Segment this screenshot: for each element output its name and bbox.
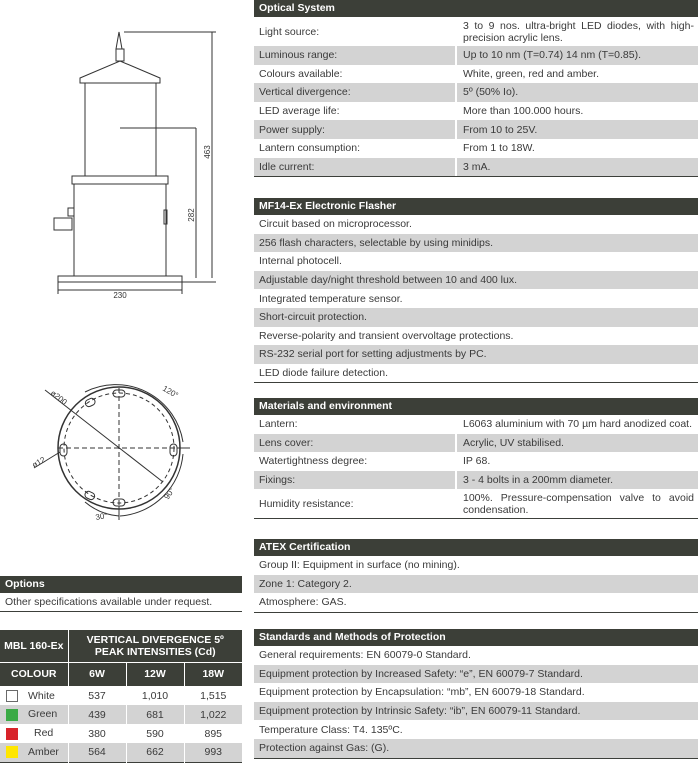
colour-header: COLOUR <box>0 662 68 686</box>
spec-value: Up to 10 nm (T=0.74) 14 nm (T=0.85). <box>455 46 698 65</box>
colour-name: White <box>28 689 55 702</box>
spec-value: 3 to 9 nos. ultra-bright LED diodes, with high-precision acrylic lens. <box>455 17 698 46</box>
colour-swatch <box>6 746 18 758</box>
intensity-value: 537 <box>68 686 126 705</box>
options-table <box>0 576 242 612</box>
spec-label: Lantern: <box>259 418 298 431</box>
spec-value: From 10 to 25V. <box>455 120 698 139</box>
feature-text: 256 flash characters, selectable by using minidips. <box>259 236 494 249</box>
power-header: 18W <box>184 662 242 686</box>
spec-label: Light source: <box>259 25 320 38</box>
spec-label: LED average life: <box>259 105 340 118</box>
intensity-value: 439 <box>68 705 126 724</box>
lantern-top-view-drawing <box>20 370 220 530</box>
electronic-flasher-table <box>254 198 698 383</box>
section-title: ATEX Certification <box>254 539 698 556</box>
feature-row <box>254 665 698 684</box>
antenna-tip <box>116 32 122 49</box>
feature-text: Equipment protection by Increased Safety: “e”, EN 60079-7 Standard. <box>259 667 583 680</box>
spec-label: Humidity resistance: <box>259 497 354 510</box>
feature-text: General requirements: EN 60079-0 Standard. <box>259 649 471 662</box>
spec-label: Idle current: <box>259 160 315 173</box>
spec-row <box>254 415 698 434</box>
optical-system-table <box>254 0 698 177</box>
colour-name: Amber <box>28 746 59 759</box>
options-text: Other specifications available under request. <box>5 596 213 608</box>
spec-row <box>254 65 698 84</box>
feature-row <box>254 646 698 665</box>
spec-value: Acrylic, UV stabilised. <box>455 434 698 453</box>
feature-row <box>254 308 698 327</box>
colour-swatch <box>6 690 18 702</box>
feature-row <box>254 364 698 383</box>
antenna-base <box>116 49 124 61</box>
colour-swatch <box>6 709 18 721</box>
feature-text: Integrated temperature sensor. <box>259 292 403 305</box>
dim-hole: ø12 <box>30 455 47 470</box>
materials-environment-table <box>254 398 698 519</box>
roof <box>80 61 160 83</box>
spec-label: Fixings: <box>259 474 296 487</box>
lantern-side-view-drawing <box>40 20 240 300</box>
intensity-value: 564 <box>68 743 126 762</box>
colour-name: Red <box>34 727 54 740</box>
feature-text: Internal photocell. <box>259 255 342 268</box>
feature-row <box>254 593 698 612</box>
spec-row <box>254 471 698 490</box>
colour-cell <box>0 705 68 724</box>
intensity-value: 1,022 <box>184 705 242 724</box>
feature-text: Zone 1: Category 2. <box>259 577 352 590</box>
feature-text: Reverse-polarity and transient overvoltage protections. <box>259 329 514 342</box>
spec-value: 3 mA. <box>455 158 698 177</box>
intensity-value: 895 <box>204 727 223 740</box>
table-row <box>0 724 242 743</box>
feature-text: Atmosphere: GAS. <box>259 596 347 609</box>
feature-row <box>254 556 698 575</box>
feature-row <box>254 720 698 739</box>
spec-label: Colours available: <box>259 67 343 80</box>
feature-row <box>254 234 698 253</box>
peak-intensities-table <box>0 630 242 763</box>
feature-row <box>254 683 698 702</box>
section-title: MF14-Ex Electronic Flasher <box>254 198 698 215</box>
spec-value: More than 100.000 hours. <box>455 102 698 121</box>
intensity-value: 1,010 <box>126 686 184 705</box>
spec-label: Power supply: <box>259 123 325 136</box>
feature-text: LED diode failure detection. <box>259 367 388 380</box>
feature-row <box>254 252 698 271</box>
base-plate <box>58 276 182 282</box>
body <box>74 184 166 276</box>
spec-label: Luminous range: <box>259 49 338 62</box>
feature-row <box>254 271 698 290</box>
feature-row <box>254 345 698 364</box>
section-title: Optical System <box>254 0 698 17</box>
spec-row <box>254 83 698 102</box>
feature-row <box>254 215 698 234</box>
feature-text: Short-circuit protection. <box>259 311 367 324</box>
model-header: MBL 160-Ex <box>0 630 68 662</box>
spec-row <box>254 139 698 158</box>
spec-value: 3 - 4 bolts in a 200mm diameter. <box>455 471 698 490</box>
angle-arc-90 <box>120 454 183 516</box>
colour-name: Green <box>28 708 58 721</box>
dim-body-height: 282 <box>187 208 196 222</box>
feature-row <box>254 702 698 721</box>
spec-value: White, green, red and amber. <box>455 65 698 84</box>
feature-row <box>254 575 698 594</box>
spec-value: 100%. Pressure-compensation valve to avoid condensation. <box>455 489 698 518</box>
angle-30: 30° <box>94 511 109 522</box>
section-title: Options <box>0 576 242 593</box>
angle-90: 90° <box>162 486 177 502</box>
spec-row <box>254 46 698 65</box>
table-row <box>0 705 242 724</box>
spec-row <box>254 434 698 453</box>
feature-text: Equipment protection by Encapsulation: “mb”, EN 60079-18 Standard. <box>259 686 585 699</box>
spec-row <box>254 17 698 46</box>
intensity-value: 1,515 <box>200 689 227 702</box>
spec-row <box>254 102 698 121</box>
group-header-line1: VERTICAL DIVERGENCE 5º <box>86 633 224 646</box>
spec-label: Watertightness degree: <box>259 455 368 468</box>
section-title: Standards and Methods of Protection <box>254 629 698 646</box>
spec-label: Lens cover: <box>259 436 314 449</box>
standards-protection-table <box>254 629 698 759</box>
feature-text: Adjustable day/night threshold between 10 and 400 lux. <box>259 274 518 287</box>
spec-row <box>254 452 698 471</box>
group-header-line2: PEAK INTENSITIES (Cd) <box>94 645 216 658</box>
cable-gland <box>54 218 72 230</box>
colour-cell <box>0 724 68 743</box>
spec-row <box>254 158 698 177</box>
colour-cell <box>0 686 68 705</box>
spec-value: IP 68. <box>455 452 698 471</box>
spec-value: L6063 aluminium with 70 µm hard anodized coat. <box>455 415 698 434</box>
atex-certification-table <box>254 539 698 613</box>
dim-width: 230 <box>113 291 127 300</box>
feature-text: Circuit based on microprocessor. <box>259 218 412 231</box>
power-header: 12W <box>126 662 184 686</box>
colour-cell <box>0 743 68 762</box>
intensity-value: 380 <box>68 724 126 743</box>
feature-text: RS-232 serial port for setting adjustments by PC. <box>259 348 487 361</box>
spec-row <box>254 120 698 139</box>
group-header <box>68 630 242 662</box>
feature-row <box>254 289 698 308</box>
feature-text: Equipment protection by Intrinsic Safety: “ib”, EN 60079-11 Standard. <box>259 705 581 718</box>
dim-diameter: ø200 <box>48 388 69 407</box>
colour-swatch <box>6 728 18 740</box>
intensity-value: 590 <box>126 724 184 743</box>
lens-cylinder <box>85 83 156 176</box>
spec-value: From 1 to 18W. <box>455 139 698 158</box>
intensity-value: 662 <box>126 743 184 762</box>
feature-row <box>254 327 698 346</box>
spec-label: Vertical divergence: <box>259 86 351 99</box>
intensity-value: 993 <box>184 743 242 762</box>
section-title: Materials and environment <box>254 398 698 415</box>
feature-text: Group II: Equipment in surface (no mining). <box>259 559 460 572</box>
spec-label: Lantern consumption: <box>259 142 360 155</box>
spec-row <box>254 489 698 518</box>
table-row <box>0 686 242 705</box>
intensity-value: 681 <box>126 705 184 724</box>
angle-120: 120° <box>161 383 180 401</box>
feature-row <box>254 739 698 758</box>
spec-value: 5º (50% Io). <box>455 83 698 102</box>
dim-total-height: 463 <box>203 145 212 159</box>
collar <box>72 176 168 184</box>
feature-text: Protection against Gas: (G). <box>259 742 390 755</box>
feature-text: Temperature Class: T4. 135ºC. <box>259 723 403 736</box>
table-row <box>0 743 242 762</box>
power-header: 6W <box>68 662 126 686</box>
